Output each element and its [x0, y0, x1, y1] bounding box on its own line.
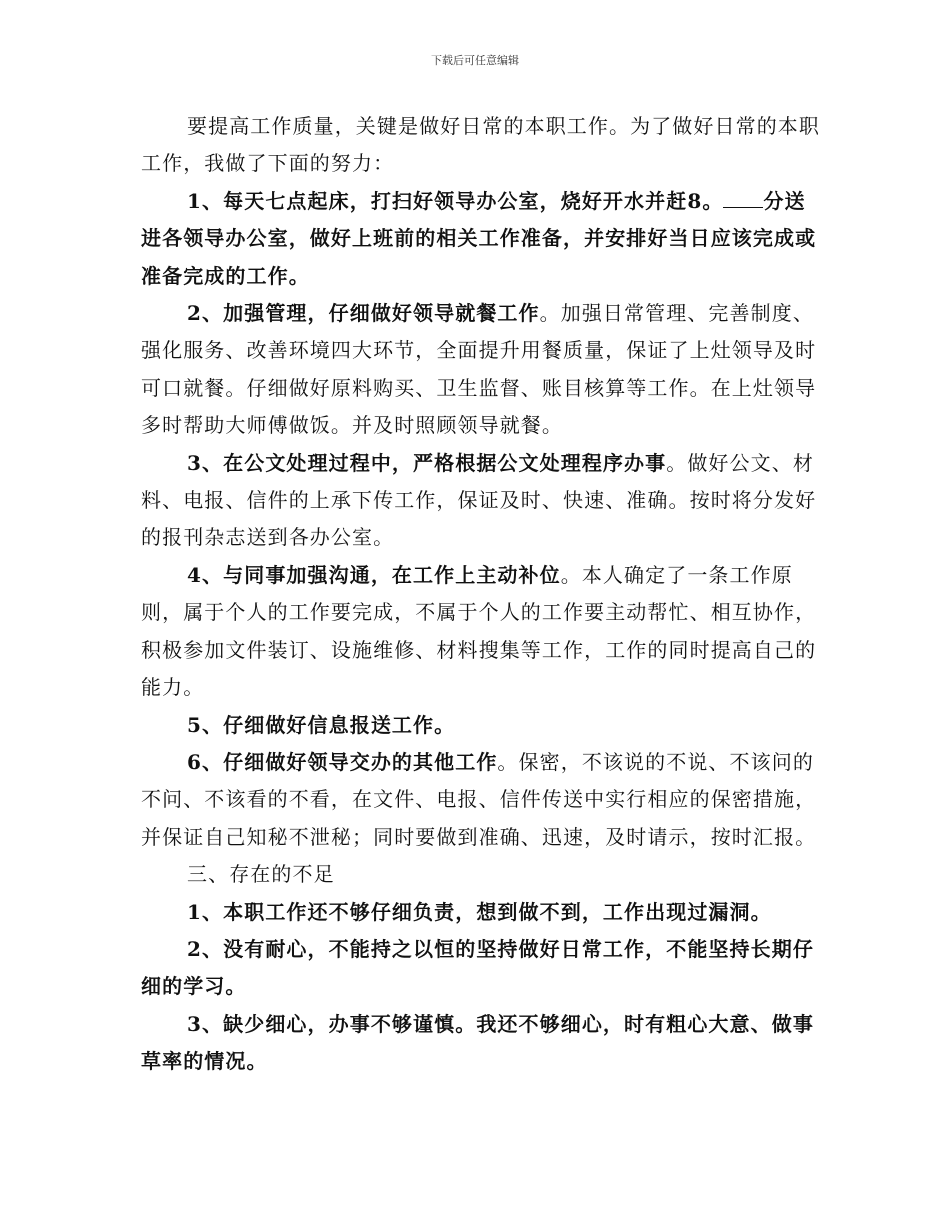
- intro-paragraph: [141, 108, 821, 183]
- fill-in-blank: [723, 186, 763, 208]
- item-4-body: 。本人确定了一条工作原则，属于个人的工作要完成，不属于个人的工作要主动帮忙、相互协作，积极参加文件装订、设施维修、材料搜集等工作，工作的同时提高自己的能力。: [141, 562, 817, 700]
- item-2-body: 。加强日常管理、完善制度、强化服务、改善环境四大环节，全面提升用餐质量，保证了上灶领导及时可口就餐。仔细做好原料购买、卫生监督、账目核算等工作。在上灶领导多时帮助大师傅做饭。并及时照顾领导就餐。: [141, 301, 817, 438]
- item-5-paragraph: [141, 707, 821, 744]
- page-header: 下载后可任意编辑: [431, 54, 519, 67]
- item-3-paragraph: [141, 445, 821, 557]
- item-3-heading: 3、在公文处理过程中，严格根据公文处理程序办事: [187, 450, 667, 475]
- shortcoming-3-paragraph: [141, 1006, 821, 1081]
- shortcoming-1-text: 1、本职工作还不够仔细负责，想到做不到，工作出现过漏洞。: [187, 899, 772, 924]
- item-4-heading: 4、与同事加强沟通，在工作上主动补位: [187, 562, 561, 587]
- intro-text: 要提高工作质量，关键是做好日常的本职工作。为了做好日常的本职工作，我做了下面的努力：: [141, 114, 820, 176]
- item-2-heading: 2、加强管理，仔细做好领导就餐工作: [187, 301, 540, 326]
- item-6-heading: 6、仔细做好领导交办的其他工作: [187, 749, 498, 774]
- section-heading-shortcomings: [141, 856, 821, 893]
- shortcoming-2-text: 2、没有耐心，不能持之以恒的坚持做好日常工作，不能坚持长期仔细的学习。: [141, 936, 814, 999]
- shortcoming-1-paragraph: [141, 894, 821, 931]
- item-4-paragraph: [141, 557, 821, 707]
- item-1-paragraph: [141, 183, 821, 295]
- item-3-body: 。做好公文、材料、电报、信件的上承下传工作，保证及时、快速、准确。按时将分发好的报刊杂志送到各办公室。: [141, 450, 817, 550]
- item-2-paragraph: [141, 295, 821, 445]
- shortcoming-2-paragraph: [141, 931, 821, 1006]
- item-6-body: 。保密，不该说的不说、不该问的不问、不该看的不看，在文件、电报、信件传送中实行相应的保密措施，并保证自己知秘不泄秘；同时要做到准确、迅速，及时请示，按时汇报。: [141, 749, 817, 849]
- item-1-text-end: 分送进各领导办公室，做好上班前的相关工作准备，并安排好当日应该完成或准备完成的工作。: [141, 188, 817, 288]
- item-6-paragraph: [141, 744, 821, 856]
- shortcoming-3-text: 3、缺少细心，办事不够谨慎。我还不够细心，时有粗心大意、做事草率的情况。: [141, 1011, 814, 1074]
- item-5-heading: 5、仔细做好信息报送工作。: [187, 712, 456, 737]
- section-heading-text: 三、存在的不足: [187, 862, 335, 887]
- document-body: [141, 108, 821, 1081]
- item-1-text-start: 1、每天七点起床，打扫好领导办公室，烧好开水并赶8。: [187, 188, 724, 213]
